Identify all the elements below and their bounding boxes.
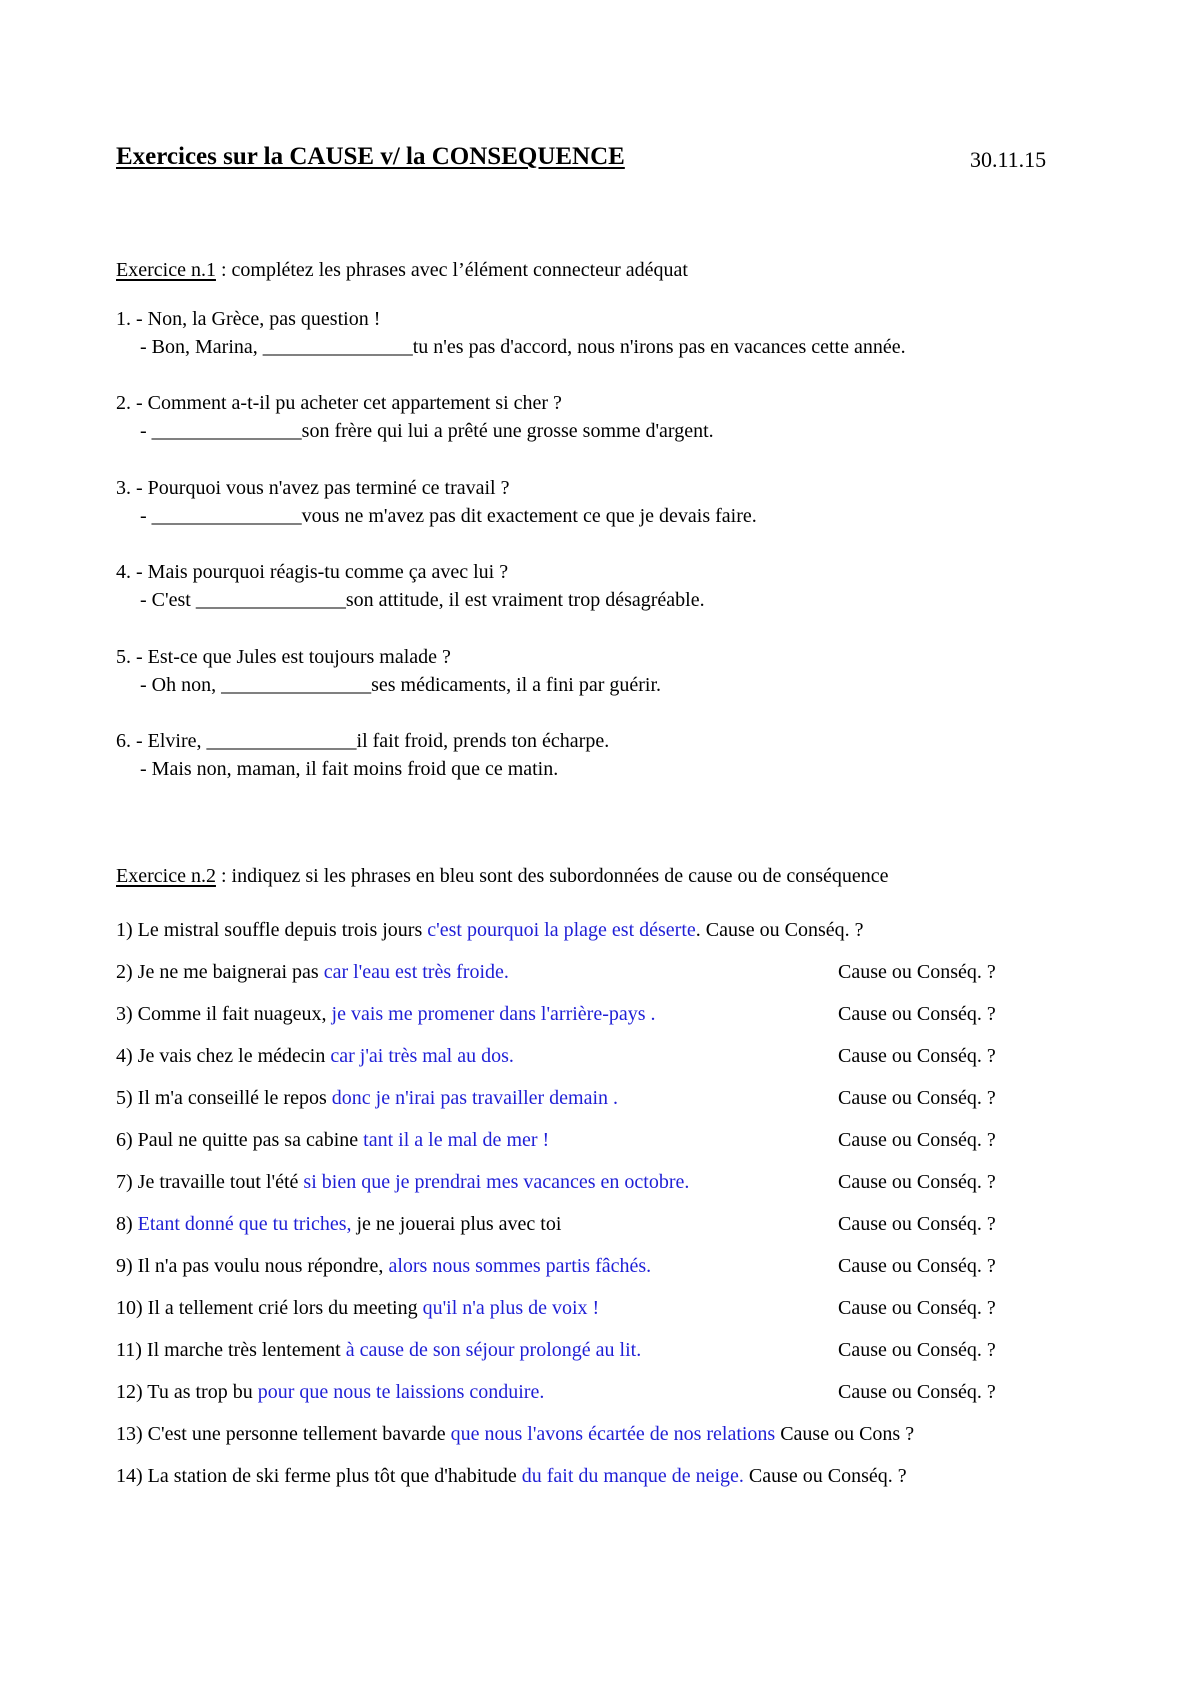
sentence-text: 2) Je ne me baignerai pas — [116, 961, 324, 983]
highlighted-clause: car l'eau est très froide. — [323, 961, 509, 983]
exercise1-item — [116, 643, 661, 699]
exercise2-row — [116, 1169, 689, 1195]
cause-or-consequence-label: Cause ou Conséq. ? — [838, 1171, 996, 1193]
highlighted-clause: qu'il n'a plus de voix ! — [422, 1297, 600, 1319]
document-date: 30.11.15 — [970, 147, 1047, 172]
exercise1-answer: - Bon, Marina, _______________tu n'es pas d'accord, nous n'irons pas en vacances cette année. — [140, 336, 906, 358]
exercise1-question: 6. - Elvire, _______________il fait froid, prends ton écharpe. — [116, 730, 610, 752]
exercise1-item — [116, 389, 714, 445]
exercise1-item — [116, 727, 609, 783]
highlighted-clause: du fait du manque de neige. — [521, 1465, 744, 1487]
exercise1-answer: - _______________son frère qui lui a prêté une grosse somme d'argent. — [140, 420, 714, 442]
highlighted-clause: Etant donné que tu triches, — [137, 1213, 352, 1235]
highlighted-clause: je vais me promener dans l'arrière-pays . — [331, 1003, 656, 1025]
exercise1-item — [116, 558, 705, 614]
exercise2-row — [116, 1211, 561, 1237]
cause-or-consequence-label: Cause ou Conséq. ? — [838, 1255, 996, 1277]
cause-or-consequence-label: Cause ou Conséq. ? — [838, 1297, 996, 1319]
exercise1-heading — [116, 259, 688, 282]
sentence-tail: Cause ou Cons ? — [775, 1423, 915, 1445]
sentence-text: 6) Paul ne quitte pas sa cabine — [116, 1129, 364, 1151]
sentence-tail: Cause ou Conséq. ? — [743, 1465, 907, 1487]
sentence-text: 13) C'est une personne tellement bavarde — [116, 1423, 451, 1445]
exercise1-answer: - Oh non, _______________ses médicaments, il a fini par guérir. — [140, 674, 662, 696]
exercise1-item — [116, 305, 906, 361]
sentence-text: 8) — [116, 1213, 138, 1235]
page-title: Exercices sur la CAUSE v/ la CONSEQUENCE — [116, 143, 625, 170]
exercise2-row — [116, 1043, 514, 1069]
exercise1-answer: - Mais non, maman, il fait moins froid que ce matin. — [140, 758, 559, 780]
exercise1-item — [116, 474, 757, 530]
exercise2-row — [116, 1253, 651, 1279]
cause-or-consequence-label: Cause ou Conséq. ? — [838, 1213, 996, 1235]
sentence-text: 4) Je vais chez le médecin — [116, 1045, 331, 1067]
sentence-tail: je ne jouerai plus avec toi — [351, 1213, 562, 1235]
exercise1-label: Exercice n.1 — [116, 259, 216, 281]
cause-or-consequence-label: Cause ou Conséq. ? — [838, 1129, 996, 1151]
highlighted-clause: donc je n'irai pas travailler demain . — [331, 1087, 619, 1109]
exercise2-row — [116, 917, 864, 943]
exercise1-question: 3. - Pourquoi vous n'avez pas terminé ce travail ? — [116, 477, 510, 499]
sentence-tail: . Cause ou Conséq. ? — [695, 919, 864, 941]
sentence-text: 11) Il marche très lentement — [116, 1339, 346, 1361]
exercise2-instruction: : indiquez si les phrases en bleu sont des subordonnées de cause ou de conséquence — [215, 865, 889, 887]
exercise1-question: 4. - Mais pourquoi réagis-tu comme ça avec lui ? — [116, 561, 509, 583]
exercise2-row — [116, 1085, 618, 1111]
sentence-text: 7) Je travaille tout l'été — [116, 1171, 304, 1193]
exercise1-question: 1. - Non, la Grèce, pas question ! — [116, 308, 381, 330]
sentence-text: 14) La station de ski ferme plus tôt que d'habitude — [116, 1465, 522, 1487]
sentence-text: 9) Il n'a pas voulu nous répondre, — [116, 1255, 389, 1277]
exercise2-row — [116, 1295, 599, 1321]
exercise2-row — [116, 1421, 914, 1447]
highlighted-clause: pour que nous te laissions conduire. — [257, 1381, 545, 1403]
exercise2-row — [116, 1127, 549, 1153]
highlighted-clause: c'est pourquoi la plage est déserte — [427, 919, 696, 941]
sentence-text: 10) Il a tellement crié lors du meeting — [116, 1297, 423, 1319]
exercise1-question: 5. - Est-ce que Jules est toujours malade ? — [116, 646, 451, 668]
exercise1-instruction: : complétez les phrases avec l’élément connecteur adéquat — [215, 259, 688, 281]
cause-or-consequence-label: Cause ou Conséq. ? — [838, 1045, 996, 1067]
cause-or-consequence-label: Cause ou Conséq. ? — [838, 961, 996, 983]
sentence-text: 5) Il m'a conseillé le repos — [116, 1087, 332, 1109]
cause-or-consequence-label: Cause ou Conséq. ? — [838, 1381, 996, 1403]
highlighted-clause: à cause de son séjour prolongé au lit. — [345, 1339, 642, 1361]
exercise2-label: Exercice n.2 — [116, 865, 216, 887]
cause-or-consequence-label: Cause ou Conséq. ? — [838, 1087, 996, 1109]
exercise2-row — [116, 1463, 907, 1489]
exercise1-answer: - _______________vous ne m'avez pas dit exactement ce que je devais faire. — [140, 505, 757, 527]
exercise2-heading — [116, 865, 889, 888]
exercise2-row — [116, 959, 509, 985]
sentence-text: 3) Comme il fait nuageux, — [116, 1003, 332, 1025]
highlighted-clause: alors nous sommes partis fâchés. — [388, 1255, 652, 1277]
sentence-text: 1) Le mistral souffle depuis trois jours — [116, 919, 428, 941]
exercise1-answer: - C'est _______________son attitude, il est vraiment trop désagréable. — [140, 589, 705, 611]
exercise2-row — [116, 1337, 641, 1363]
highlighted-clause: car j'ai très mal au dos. — [330, 1045, 514, 1067]
highlighted-clause: que nous l'avons écartée de nos relations — [450, 1423, 776, 1445]
exercise2-row — [116, 1001, 656, 1027]
highlighted-clause: tant il a le mal de mer ! — [363, 1129, 550, 1151]
sentence-text: 12) Tu as trop bu — [116, 1381, 258, 1403]
cause-or-consequence-label: Cause ou Conséq. ? — [838, 1003, 996, 1025]
exercise2-row — [116, 1379, 544, 1405]
exercise1-question: 2. - Comment a-t-il pu acheter cet appartement si cher ? — [116, 392, 562, 414]
cause-or-consequence-label: Cause ou Conséq. ? — [838, 1339, 996, 1361]
highlighted-clause: si bien que je prendrai mes vacances en octobre. — [303, 1171, 690, 1193]
